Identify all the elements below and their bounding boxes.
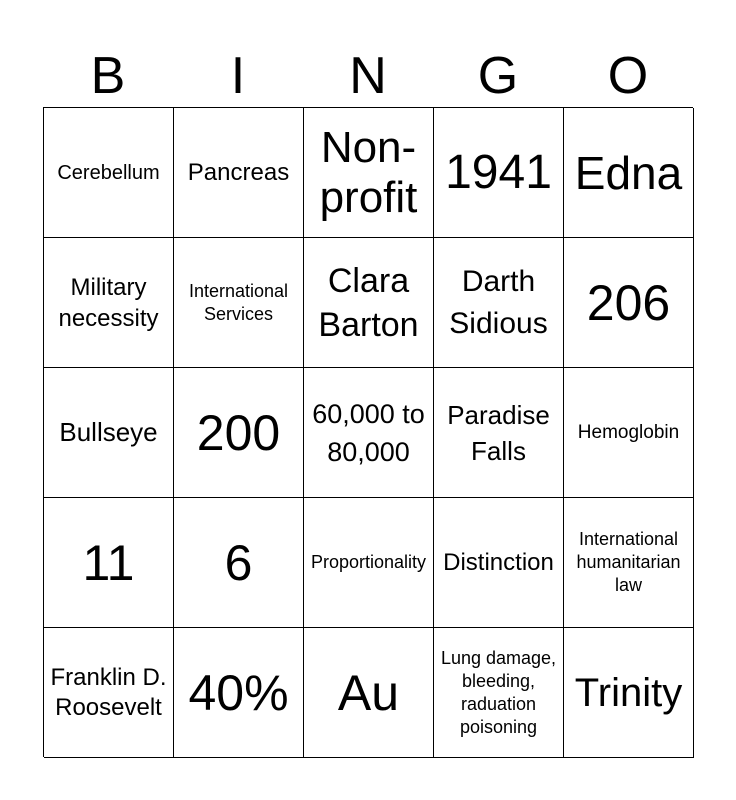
bingo-cell-r1c3[interactable] xyxy=(304,108,434,238)
cell-text: Hemoglobin xyxy=(577,422,680,443)
bingo-cell-r4c5[interactable] xyxy=(564,498,694,628)
header-letter-g: G xyxy=(477,47,519,105)
cell-text: Clara Barton xyxy=(318,261,419,344)
bingo-cell-r2c2[interactable] xyxy=(174,238,304,368)
bingo-cell-r2c4[interactable] xyxy=(434,238,564,368)
cell-text: 6 xyxy=(224,534,253,591)
bingo-cell-r2c5[interactable] xyxy=(564,238,694,368)
cell-text: Non-profit xyxy=(319,122,418,222)
cell-text: 1941 xyxy=(445,145,552,199)
cell-text: Military necessity xyxy=(58,273,159,332)
cell-text: International Services xyxy=(188,280,289,324)
cell-text: Franklin D. Roosevelt xyxy=(50,663,167,721)
bingo-cell-r5c2[interactable] xyxy=(174,628,304,758)
header-letter-b: B xyxy=(90,47,126,105)
cell-text: Pancreas xyxy=(187,159,290,186)
cell-text: Trinity xyxy=(574,670,683,715)
cell-text: Darth Sidious xyxy=(449,264,548,340)
bingo-cell-r5c5[interactable] xyxy=(564,628,694,758)
header-letter-i: I xyxy=(230,47,246,105)
cell-text: 60,000 to 80,000 xyxy=(312,398,425,467)
bingo-cell-r4c1[interactable] xyxy=(44,498,174,628)
bingo-board xyxy=(43,107,693,757)
cell-text: 40% xyxy=(188,664,289,721)
bingo-cell-r3c2[interactable] xyxy=(174,368,304,498)
cell-text: Proportionality xyxy=(310,552,427,572)
bingo-cell-r5c1[interactable] xyxy=(44,628,174,758)
bingo-cell-r3c3[interactable] xyxy=(304,368,434,498)
bingo-cell-r2c1[interactable] xyxy=(44,238,174,368)
header-letter-n: N xyxy=(349,47,387,105)
bingo-cell-r5c4[interactable] xyxy=(434,628,564,758)
cell-text: 11 xyxy=(82,534,135,591)
bingo-cell-r3c5[interactable] xyxy=(564,368,694,498)
cell-text: Au xyxy=(337,664,400,721)
bingo-cell-r5c3[interactable] xyxy=(304,628,434,758)
cell-text: International humanitarian law xyxy=(576,529,681,595)
header-letter-o: O xyxy=(607,47,649,105)
bingo-cell-r1c2[interactable] xyxy=(174,108,304,238)
bingo-cell-r1c4[interactable] xyxy=(434,108,564,238)
cell-text: Paradise Falls xyxy=(447,399,550,466)
bingo-cell-r1c5[interactable] xyxy=(564,108,694,238)
bingo-cell-r1c1[interactable] xyxy=(44,108,174,238)
cell-text: Lung damage, bleeding, raduation poisoning xyxy=(440,647,557,737)
cell-text: Cerebellum xyxy=(57,161,160,184)
bingo-cell-r2c3[interactable] xyxy=(304,238,434,368)
bingo-header xyxy=(43,45,693,107)
bingo-cell-r4c4[interactable] xyxy=(434,498,564,628)
cell-text: 200 xyxy=(196,404,281,461)
bingo-cell-r3c1[interactable] xyxy=(44,368,174,498)
cell-text: Distinction xyxy=(443,549,554,576)
bingo-cell-r4c3[interactable] xyxy=(304,498,434,628)
cell-text: 206 xyxy=(586,274,671,331)
bingo-cell-r3c4[interactable] xyxy=(434,368,564,498)
cell-text: Bullseye xyxy=(59,417,158,447)
cell-text: Edna xyxy=(574,146,683,199)
bingo-cell-r4c2[interactable] xyxy=(174,498,304,628)
